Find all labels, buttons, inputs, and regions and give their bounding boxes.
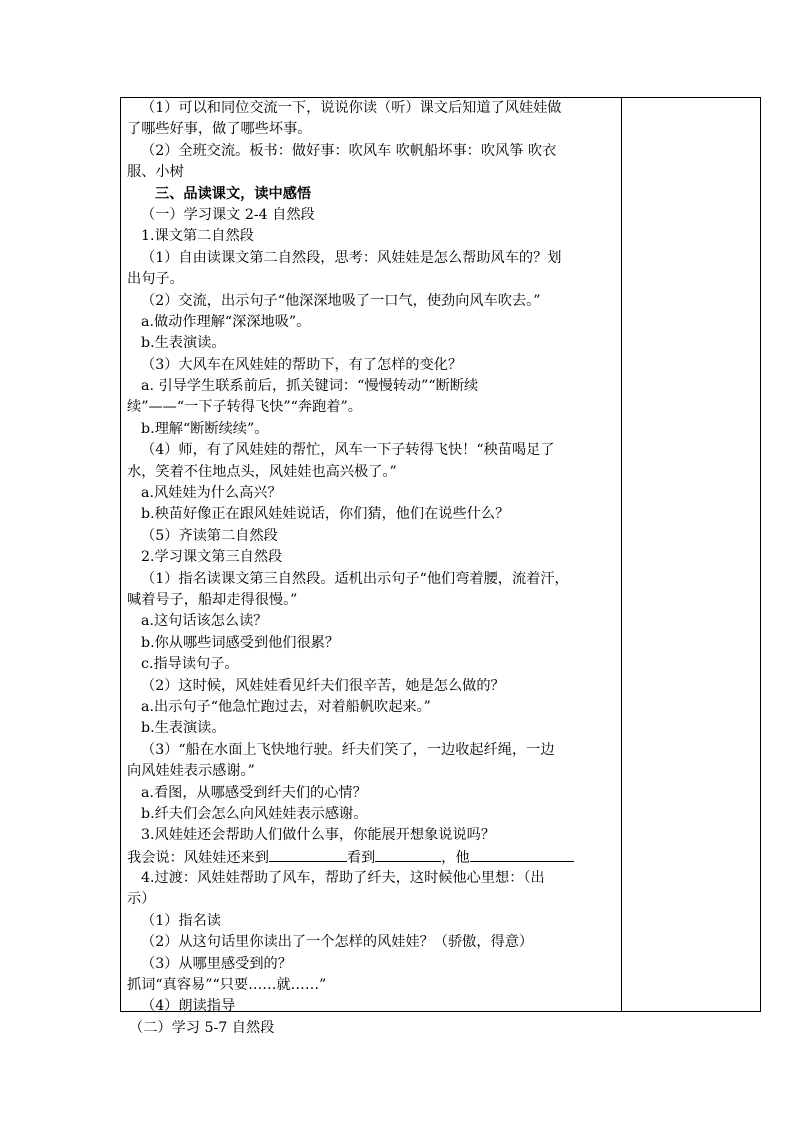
text-line: a. 引导学生联系前后，抓关键词：“慢慢转动”“断断续 bbox=[141, 378, 479, 395]
text-line: （3）从哪里感受到的？ bbox=[141, 955, 292, 972]
text-line: a.看图，从哪感受到纤夫们的心情？ bbox=[141, 784, 367, 801]
text-line: 1.课文第二自然段 bbox=[141, 228, 254, 245]
text-line: 续”——“一下子转得飞快”“奔跑着”。 bbox=[127, 399, 362, 416]
text-line: b.秧苗好像正在跟风娃娃说话，你们猜，他们在说些什么？ bbox=[141, 506, 510, 523]
text-line: （2）交流，出示句子“他深深地吸了一口气，使劲向风车吹去。” bbox=[141, 292, 541, 309]
text-line: c.指导读句子。 bbox=[141, 656, 239, 673]
text-line: a.这句话该怎么读？ bbox=[141, 613, 268, 630]
text-line: （1）指名读课文第三自然段。适机出示句子“他们弯着腰，流着汗， bbox=[141, 570, 569, 587]
lesson-content-cell bbox=[127, 98, 617, 1039]
fill-in-text: 看到 bbox=[346, 849, 376, 866]
notes-cell bbox=[622, 98, 760, 1011]
text-line: b.你从哪些词感受到他们很累？ bbox=[141, 634, 340, 651]
subsection-heading: （一）学习课文 2-4 自然段 bbox=[141, 206, 315, 223]
text-line: a.做动作理解“深深地吸”。 bbox=[141, 313, 311, 330]
text-line: b.生表演读。 bbox=[141, 720, 226, 737]
answer-blank[interactable] bbox=[269, 847, 347, 862]
text-line: 向风娃娃表示感谢。” bbox=[127, 763, 255, 780]
text-line: （5）齐读第二自然段 bbox=[141, 527, 278, 544]
text-line: a.风娃娃为什么高兴？ bbox=[141, 485, 282, 502]
text-line: （1）指名读 bbox=[141, 912, 221, 929]
text-line: （2）从这句话里你读出了一个怎样的风娃娃？（骄傲，得意） bbox=[141, 934, 534, 951]
text-line: b.纤夫们会怎么向风娃娃表示感谢。 bbox=[141, 805, 368, 822]
answer-blank[interactable] bbox=[470, 847, 574, 862]
text-line: b.理解“断断续续”。 bbox=[141, 420, 269, 437]
text-line: a.出示句子“他急忙跑过去，对着船帆吹起来。” bbox=[141, 698, 431, 715]
lesson-table bbox=[120, 97, 761, 1036]
fill-in-blank-line bbox=[127, 847, 617, 868]
text-line: 3.风娃娃还会帮助人们做什么事，你能展开想象说说吗？ bbox=[141, 827, 496, 844]
text-line: （4）师，有了风娃娃的帮忙，风车一下子转得飞快！“秧苗喝足了 bbox=[141, 442, 555, 459]
text-line: b.生表演读。 bbox=[141, 335, 226, 352]
text-line: 服、小树 bbox=[127, 164, 184, 181]
text-line: （2）这时候，风娃娃看见纤夫们很辛苦，她是怎么做的？ bbox=[141, 677, 505, 694]
section-heading: 三、品读课文，读中感悟 bbox=[155, 185, 312, 202]
text-line: （3）大风车在风娃娃的帮助下，有了怎样的变化？ bbox=[141, 356, 463, 373]
text-line: （1）可以和同位交流一下，说说你读（听）课文后知道了风娃娃做 bbox=[141, 100, 562, 116]
text-line: （3）“船在水面上飞快地行驶。纤夫们笑了，一边收起纤绳，一边 bbox=[141, 741, 555, 758]
text-line: （1）自由读课文第二自然段，思考：风娃娃是怎么帮助风车的？划 bbox=[141, 249, 562, 266]
text-line: 示） bbox=[127, 891, 156, 908]
fill-in-text: ，他 bbox=[441, 849, 470, 866]
text-line: 4.过渡：风娃娃帮助了风车，帮助了纤夫，这时候他心里想：（出 bbox=[141, 870, 545, 887]
text-line: 抓词“真容易”“只要……就……” bbox=[127, 977, 327, 994]
fill-in-text: 我会说：风娃娃还来到 bbox=[127, 849, 269, 866]
text-line: 了哪些好事，做了哪些坏事。 bbox=[127, 121, 312, 138]
text-line: 喊着号子，船却走得很慢。” bbox=[127, 591, 298, 608]
text-line: （4）朗读指导 bbox=[141, 998, 236, 1015]
answer-blank[interactable] bbox=[375, 847, 441, 862]
text-line: 2.学习课文第三自然段 bbox=[141, 549, 283, 566]
text-line: 出句子。 bbox=[127, 271, 184, 288]
text-line: 水，笑着不住地点头，风娃娃也高兴极了。” bbox=[127, 463, 397, 480]
subsection-heading: （二）学习 5-7 自然段 bbox=[129, 1019, 275, 1036]
text-line: （2）全班交流。板书：做好事：吹风车 吹帆船坏事：吹风筝 吹衣 bbox=[141, 142, 557, 159]
